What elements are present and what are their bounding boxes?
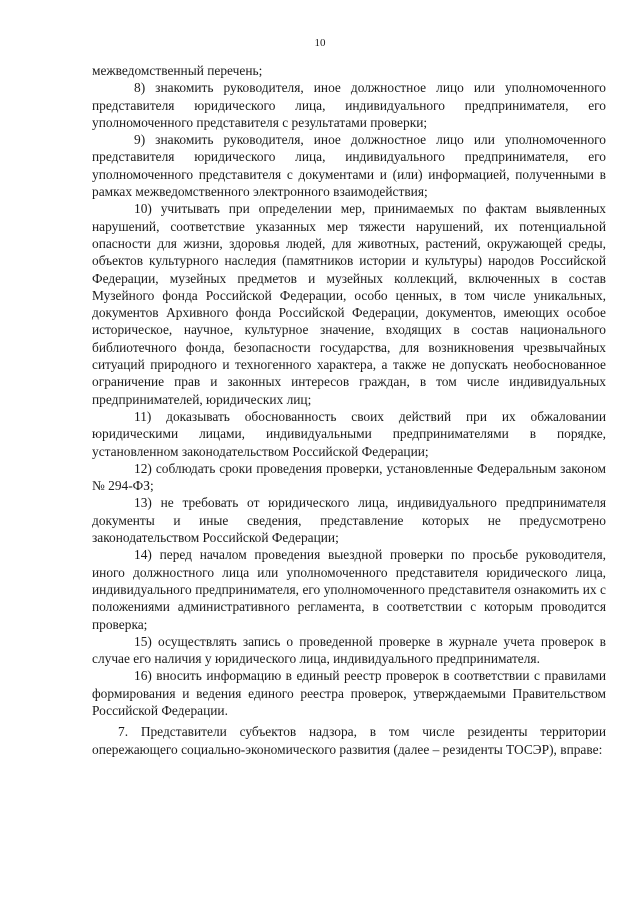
page-number: 10	[314, 37, 326, 49]
list-item-15: 15) осуществлять запись о проведенной проверке в журнале учета проверок в случае его наличия у юридического лица, индивидуального предпринимателя.	[92, 633, 606, 667]
document-body	[92, 62, 606, 758]
list-item-12: 12) соблюдать сроки проведения проверки, установленные Федеральным законом № 294-ФЗ;	[92, 460, 606, 494]
list-item-16: 16) вносить информацию в единый реестр проверок в соответствии с правилами формирования и ведения единого реестра проверок, утверждаемыми Правительством Российской Федерации.	[92, 668, 606, 718]
list-item-11: 11) доказывать обоснованность своих действий при их обжаловании юридическими лицами, индивидуальными предпринимателями в порядке, установленном законодательством Российской Федерации;	[92, 408, 606, 459]
list-item-13: 13) не требовать от юридического лица, индивидуального предпринимателя документы и иные сведения, представление которых не предусмотрено законодательством Российской Федерации;	[92, 495, 606, 546]
list-item-10: 10) учитывать при определении мер, принимаемых по фактам выявленных нарушений, соответствие указанных мер тяжести нарушений, их потенциальной опасности для жизни, здоровья людей, для животных, растений, окружающей среды, объектов культурного наследия (памятников истории и культуры) народов Российской Федерации, музейных предметов и музейных коллекций, включенных в состав Музейного фонда Российской Федерации, особо ценных, в том числе уникальных, документов Архивного фонда Российской Федерации, документов, имеющих особое историческое, научное, культурное значение, входящих в состав национального библиотечного фонда, безопасности государства, для возникновения чрезвычайных ситуаций природного и техногенного характера, а также не допускать необоснованное ограничение прав и законных интересов граждан, в том числе индивидуальных предпринимателей, юридических лиц;	[92, 201, 606, 407]
list-item-9: 9) знакомить руководителя, иное должностное лицо или уполномоченного представителя юридического лица, индивидуального предпринимателя, его уполномоченного представителя с документами и (или) информацией, полученными в рамках межведомственного электронного взаимодействия;	[92, 132, 606, 200]
paragraph-continuation: межведомственный перечень;	[92, 63, 263, 78]
list-item-8: 8) знакомить руководителя, иное должностное лицо или уполномоченного представителя юридического лица, индивидуального предпринимателя, его уполномоченного представителя с результатами проверки;	[92, 80, 606, 130]
section-7-paragraph: 7. Представители субъектов надзора, в том числе резиденты территории опережающего социально-экономического развития (далее – резиденты ТОСЭР), вправе:	[92, 724, 606, 757]
list-item-14: 14) перед началом проведения выездной проверки по просьбе руководителя, иного должностного лица или уполномоченного представителя юридического лица, индивидуального предпринимателя, его уполномоченного представителя ознакомить их с положениями административного регламента, в соответствии с которым проводится проверка;	[92, 547, 606, 632]
